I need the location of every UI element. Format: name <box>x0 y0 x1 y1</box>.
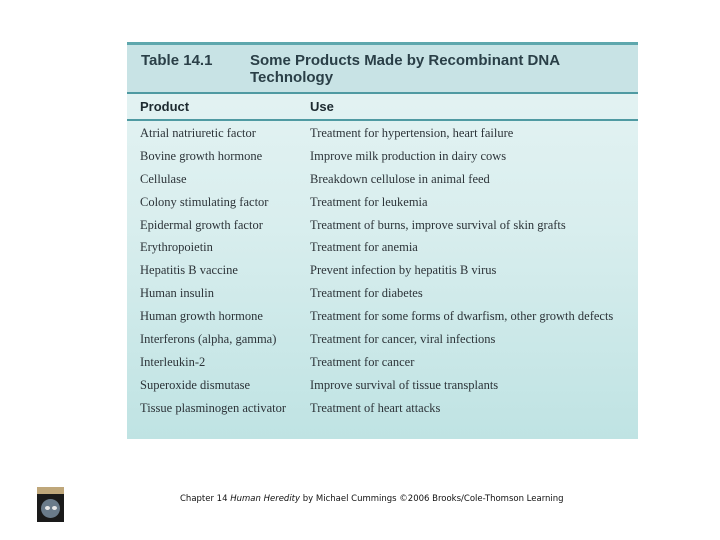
table-row <box>127 332 638 355</box>
use-cell: Treatment of burns, improve survival of skin grafts <box>310 217 566 232</box>
use-cell: Improve survival of tissue transplants <box>310 377 499 392</box>
use-cell: Treatment for some forms of dwarfism, other growth defects <box>310 309 614 324</box>
use-cell: Treatment for leukemia <box>310 194 428 209</box>
book-cover-icon <box>37 487 64 522</box>
table-row <box>127 401 638 424</box>
column-header-product: Product <box>140 99 190 114</box>
product-cell: Superoxide dismutase <box>140 377 251 392</box>
table-row <box>127 286 638 309</box>
product-cell: Hepatitis B vaccine <box>140 263 238 278</box>
product-cell: Interleukin-2 <box>140 354 206 369</box>
product-cell: Interferons (alpha, gamma) <box>140 332 277 347</box>
product-cell: Atrial natriuretic factor <box>140 126 256 140</box>
table-title-band <box>127 45 638 92</box>
table-row <box>127 355 638 378</box>
table-row <box>127 172 638 195</box>
table-title: Some Products Made by Recombinant DNA Technology <box>250 52 560 86</box>
use-cell: Breakdown cellulose in animal feed <box>310 171 490 186</box>
table-body <box>127 126 638 424</box>
use-cell: Treatment for cancer <box>310 354 415 369</box>
table-row <box>127 195 638 218</box>
use-cell: Improve milk production in dairy cows <box>310 148 507 163</box>
product-cell: Epidermal growth factor <box>140 217 263 232</box>
product-cell: Tissue plasminogen activator <box>140 400 287 415</box>
table-row <box>127 309 638 332</box>
use-cell: Treatment for hypertension, heart failure <box>310 126 514 140</box>
product-cell: Erythropoietin <box>140 240 213 255</box>
table-header-row <box>127 92 638 121</box>
product-cell: Human growth hormone <box>140 309 263 324</box>
footer-caption <box>180 494 564 504</box>
caption-book-title: Human Heredity <box>230 494 301 504</box>
use-cell: Treatment for diabetes <box>310 286 423 301</box>
product-cell: Bovine growth hormone <box>140 148 263 163</box>
table-panel <box>127 42 638 439</box>
table-row <box>127 126 638 149</box>
table-row <box>127 378 638 401</box>
column-header-use: Use <box>310 99 334 114</box>
use-cell: Treatment of heart attacks <box>310 400 441 415</box>
product-cell: Cellulase <box>140 171 187 186</box>
table-row <box>127 218 638 241</box>
product-cell: Human insulin <box>140 286 214 301</box>
caption-chapter: Chapter 14 <box>180 494 228 504</box>
table-row <box>127 263 638 286</box>
caption-credit: by Michael Cummings ©2006 Brooks/Cole-Thomson Learning <box>302 494 564 504</box>
table-row <box>127 149 638 172</box>
use-cell: Treatment for cancer, viral infections <box>310 332 496 347</box>
table-row <box>127 240 638 263</box>
product-cell: Colony stimulating factor <box>140 194 269 209</box>
use-cell: Prevent infection by hepatitis B virus <box>310 263 497 278</box>
table-number: Table 14.1 <box>141 52 213 69</box>
use-cell: Treatment for anemia <box>310 240 418 255</box>
